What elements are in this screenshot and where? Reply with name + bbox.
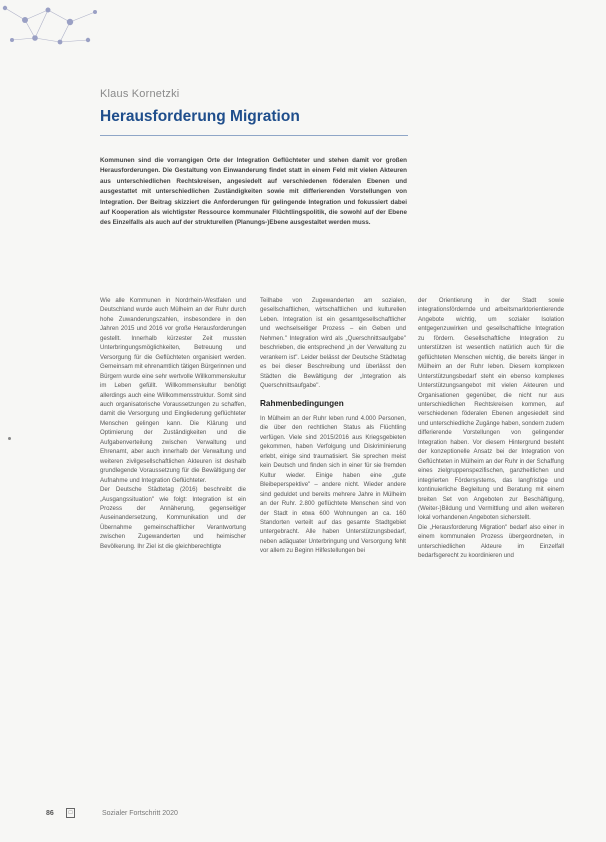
journal-name: Sozialer Fortschritt 2020 bbox=[102, 810, 178, 817]
paragraph: Wie alle Kommunen in Nordrhein-Westfalen und Deutschland wurde auch Mülheim an der Ruhr durch hohe Zuwanderungszahlen, insbesondere in den Jahren 2015 und 2016 vor große Herausforderungen gestellt. Innerhalb kürzester Zeit mussten Unterbringungsmöglichkeiten, Betreuung und Versorgung für die Geflüchteten organisiert werden. Gemeinsam mit ehrenamtlich tätigen Bürgerinnen und Bürgern wurde eine sehr wertvolle Willkommenskultur im Leben gefüllt. Willkommenskultur benötigt allerdings auch eine Willkommensstruktur. Somit sind auch organisatorische Voraussetzungen zu schaffen, damit die Versorgung und Eingliederung geflüchteter Menschen gelingen kann. Die Klärung und Optimierung der Zuständigkeiten und die Aufgabenverteilung zwischen Verwaltung und Ehrenamt, aber auch innerhalb der Verwaltung und weiteren zivilgesellschaftlichen Akteuren ist deshalb grundlegende Voraussetzung für die Bewältigung der Aufnahme und Integration Geflüchteter. bbox=[100, 297, 246, 484]
text-column-1 bbox=[100, 296, 246, 551]
paragraph: In Mülheim an der Ruhr leben rund 4.000 Personen, die über den rechtlichen Status als Flüchtling verfügen. Viele sind 2015/2016 aus Kriegsgebieten gekommen, haben Verfolgung und Diskriminierung erlebt, einige sind traumatisiert. Sie sprechen meist kein Deutsch und finden sich in einer für sie fremden Kultur wieder. Einige haben eine „gute Bleibeperspektive" – andere nicht. Wieder andere sind geduldet und bereits mehrere Jahre in Mülheim an der Ruhr. 2.800 geflüchtete Menschen sind von der Stadt in etwa 600 Wohnungen an ca. 160 Standorten verteilt auf das gesamte Stadtgebiet untergebracht. Alle haben Unterstützungsbedarf, neben adäquater Unterbringung und Versorgung fehlt vor allem zu Beginn Hilfestellungen bei bbox=[260, 414, 406, 555]
paragraph: Der Deutsche Städtetag (2016) beschreibt die „Ausgangssituation" wie folgt: Integration ist ein Prozess der Annäherung, gegenseitiger Auseinandersetzung, Kommunikation und der Übernahme gemeinschaftlicher Verantwortung zwischen Zugewanderten und heimischer Bevölkerung. Ihr Ziel ist die gleichberechtigte bbox=[100, 486, 246, 550]
document-icon: □ bbox=[66, 808, 75, 818]
body-columns bbox=[100, 296, 575, 726]
paragraph: Teilhabe von Zugewanderten am sozialen, gesellschaftlichen, wirtschaftlichen und kulturellen Leben. Integration ist ein gesamtgesellschaftlicher und wechselseitiger Prozess – ein Geben und Nehmen." Integration wird als „Querschnittsaufgabe" beschrieben, die entsprechend „in der Verwaltung zu verankern ist". Leider belässt der Deutsche Städtetag es bei dieser Beschreibung und überlässt den Städten die Bewältigung der „Integration als Querschnittsaufgabe". bbox=[260, 297, 406, 390]
text-column-3 bbox=[418, 296, 564, 561]
article-abstract: Kommunen sind die vorrangigen Orte der Integration Geflüchteter und stehen damit vor großen Herausforderungen. Die Gestaltung von Einwanderung findet statt in einem Feld mit vielen Akteuren aus unterschiedlichen Rechtskreisen, angesiedelt auf verschiedenen föderalen Ebenen und ausgestattet mit unterschiedlichen Zuständigkeiten sowie mit differierenden Vorstellungen von Integration. Der Beitrag skizziert die Anforderungen für gelingende Integration und fokussiert dabei auf Kooperation als wichtigster Ressource kommunaler Flüchtlingspolitik, die sowohl auf der Ebene des Einzelfalls als auch auf der strukturellen (Planungs-)Ebene ausgestaltet werden muss. bbox=[100, 157, 407, 227]
network-graphic bbox=[0, 0, 110, 55]
paragraph: Die „Herausforderung Migration" bedarf also einer in einem kommunalen Prozess übergeordneten, in unterschiedlichen Akteure im Einzelfall bedarfsgerecht zu koordinieren und bbox=[418, 523, 564, 560]
paragraph: der Orientierung in der Stadt sowie integrationsfördernde und arbeitsmarktorientierende Angebote wichtig, um sozialer Isolation entgegenzuwirken und gesellschaftliche Integration zu fördern. Gesellschaftliche Integration zu unterstützen ist wesentlich natürlich auch für die geflüchteten Menschen wichtig, die bereits länger in Mülheim an der Ruhr leben. Diesem komplexen Unterstützungsbedarf steht ein ebenso komplexes Unterstützungsangebot mit vielen Akteuren und Organisationen gegenüber, die nicht nur aus unterschiedlichen Rechtskreisen kommen, auf verschiedenen föderalen Ebenen angesiedelt sind und unterschiedliche Zugänge haben, sondern zudem differierende Vorstellungen von gelingender Integration haben. Vor diesem Hintergrund besteht der konzeptionelle Ansatz bei der Integration von Geflüchteten in Mülheim an der Ruhr in der Schaffung eines zielgruppenspezifischen, ganzheitlichen und integrierten Fördersystems, das langfristige und kontinuierliche Begleitung und Beratung mit einem breiten Set von Angeboten zur Beschäftigung, (Weiter-)Bildung und Vermittlung und allen weiteren lokal vorhandenen Angeboten sicherstellt. bbox=[418, 297, 564, 522]
article-title: Herausforderung Migration bbox=[100, 108, 300, 125]
section-heading: Rahmenbedingungen bbox=[260, 398, 344, 408]
title-divider bbox=[100, 135, 408, 136]
author-name: Klaus Kornetzki bbox=[100, 88, 180, 100]
margin-mark bbox=[8, 437, 11, 440]
text-column-2 bbox=[260, 296, 406, 556]
page-number: 86 bbox=[46, 810, 54, 817]
